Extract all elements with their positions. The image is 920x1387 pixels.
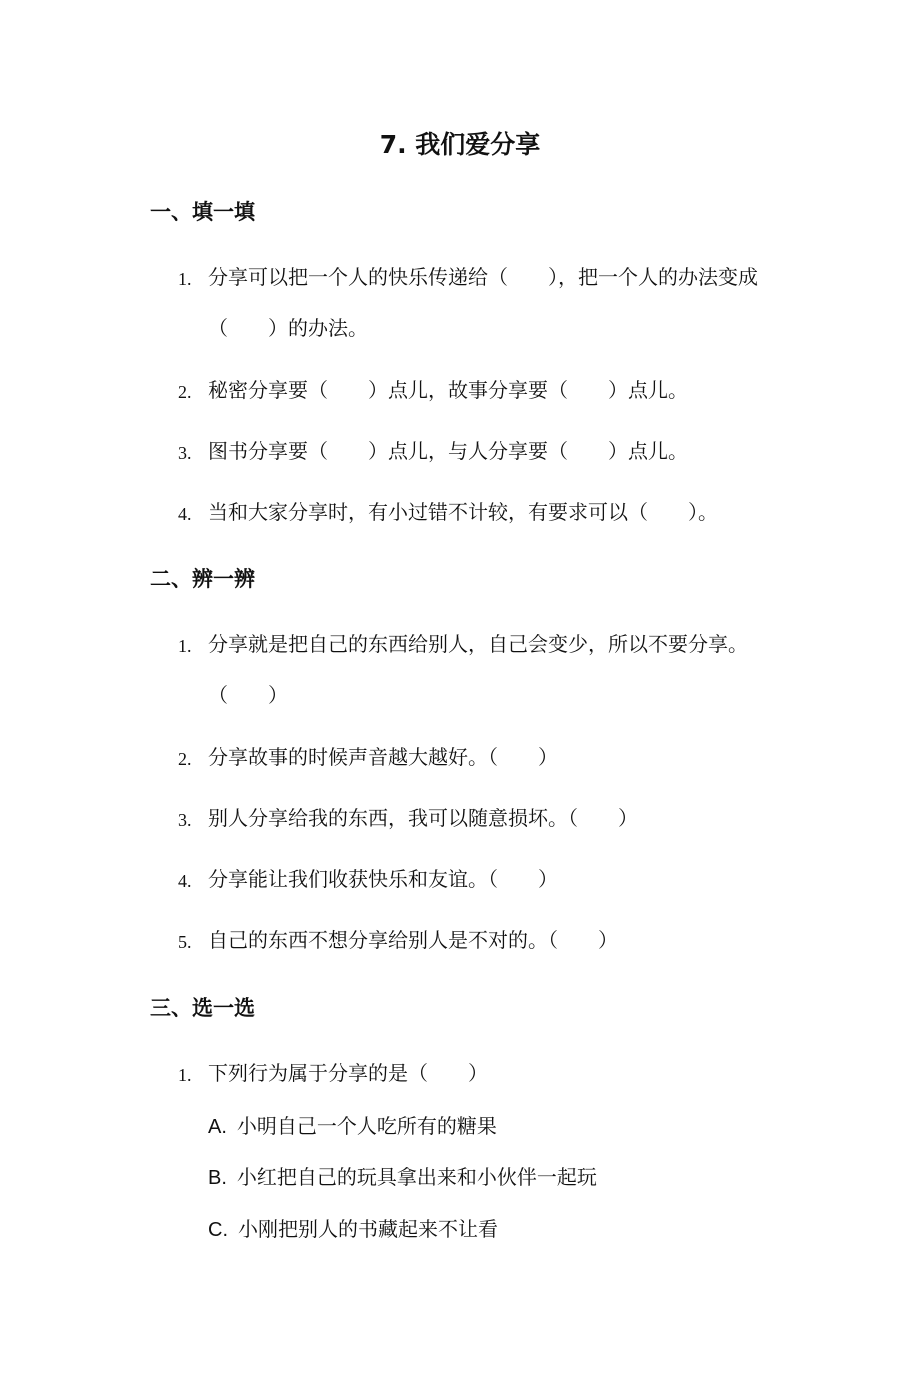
- question-number: 4.: [178, 871, 192, 891]
- option-text: 小刚把别人的书藏起来不让看: [238, 1217, 498, 1241]
- option-letter: C.: [208, 1219, 228, 1241]
- question-number: 2.: [178, 382, 192, 402]
- question-text: 当和大家分享时，有小过错不计较，有要求可以（ ）。: [208, 500, 718, 524]
- choice-option-a: [208, 1111, 497, 1142]
- question-number: 2.: [178, 749, 192, 769]
- question-text: 下列行为属于分享的是（ ）: [208, 1061, 488, 1085]
- section-heading-judge: 二、辨一辨: [150, 567, 255, 591]
- choice-option-c: [208, 1214, 498, 1245]
- section-heading-fill: 一、填一填: [150, 200, 255, 224]
- question-text: 自己的东西不想分享给别人是不对的。（ ）: [208, 928, 618, 952]
- question-number: 5.: [178, 932, 192, 952]
- option-letter: A.: [208, 1116, 227, 1138]
- question-number: 1.: [178, 1065, 192, 1085]
- question-number: 3.: [178, 810, 192, 830]
- question-text: 分享就是把自己的东西给别人，自己会变少，所以不要分享。（ ）: [208, 632, 748, 707]
- section-heading-choose: 三、选一选: [150, 996, 255, 1020]
- choice-option-b: [208, 1162, 597, 1193]
- question-number: 1.: [178, 269, 192, 289]
- option-letter: B.: [208, 1167, 227, 1189]
- question-text: 分享能让我们收获快乐和友谊。（ ）: [208, 867, 558, 891]
- question-text: 分享故事的时候声音越大越好。（ ）: [208, 745, 558, 769]
- question-text: 秘密分享要（ ）点儿，故事分享要（ ）点儿。: [208, 378, 688, 402]
- question-number: 4.: [178, 504, 192, 524]
- page-title: 7. 我们爱分享: [379, 130, 541, 159]
- question-text: 分享可以把一个人的快乐传递给（ ），把一个人的办法变成（ ）的办法。: [208, 265, 758, 340]
- question-number: 1.: [178, 636, 192, 656]
- option-text: 小红把自己的玩具拿出来和小伙伴一起玩: [236, 1165, 597, 1189]
- option-text: 小明自己一个人吃所有的糖果: [236, 1114, 497, 1138]
- question-text: 别人分享给我的东西，我可以随意损坏。（ ）: [208, 806, 638, 830]
- question-text: 图书分享要（ ）点儿，与人分享要（ ）点儿。: [208, 439, 688, 463]
- question-number: 3.: [178, 443, 192, 463]
